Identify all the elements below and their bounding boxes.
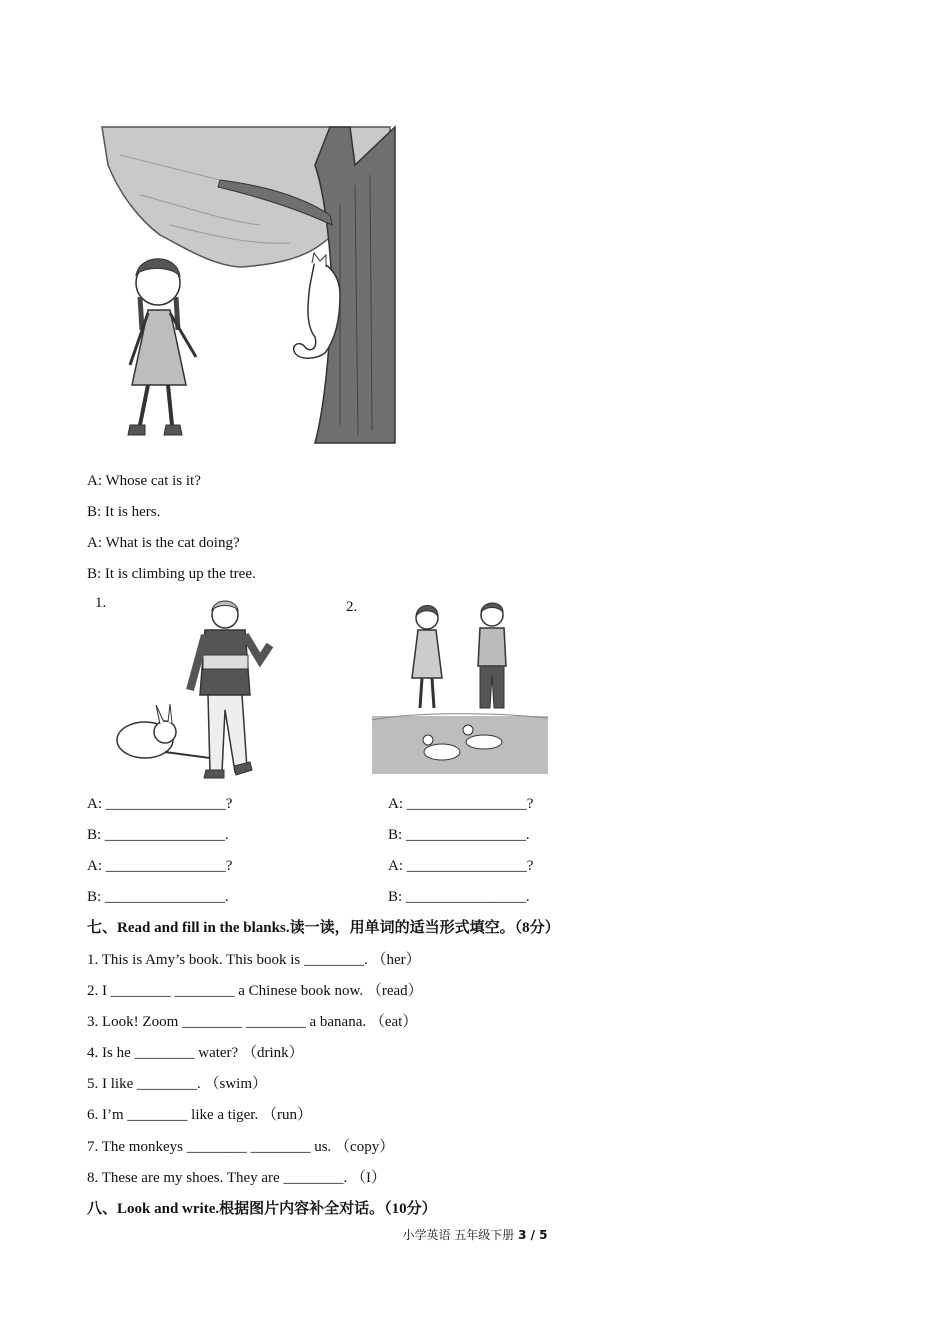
answer-line[interactable]: B: ________________. bbox=[388, 889, 530, 905]
section-7-heading bbox=[87, 918, 560, 938]
fill-item: 5. I like ________. （swim） bbox=[87, 1076, 267, 1092]
example-line: A: What is the cat doing? bbox=[87, 535, 240, 551]
section-7-heading-en: Read and fill in the blanks. bbox=[117, 920, 290, 936]
man-rabbit-illustration bbox=[110, 600, 280, 780]
picture-number-2: 2. bbox=[346, 599, 358, 615]
children-ducks-illustration bbox=[372, 600, 548, 776]
example-line: A: Whose cat is it? bbox=[87, 473, 201, 489]
example-line: B: It is climbing up the tree. bbox=[87, 566, 256, 582]
section-8-heading-cn: 根据图片内容补全对话。（10分） bbox=[219, 1201, 437, 1217]
section-8-prefix: 八、 bbox=[87, 1201, 118, 1217]
answer-line[interactable]: A: ________________? bbox=[87, 796, 233, 812]
fill-item: 8. These are my shoes. They are ________. （I） bbox=[87, 1170, 386, 1186]
fill-item: 3. Look! Zoom ________ ________ a banana. （eat） bbox=[87, 1014, 418, 1030]
footer-subject: 小学英语 五年级下册 bbox=[402, 1228, 519, 1242]
section-7-heading-cn: 读一读，用单词的适当形式填空。（8分） bbox=[289, 920, 560, 936]
section-7-prefix: 七、 bbox=[87, 920, 118, 936]
answer-line[interactable]: B: ________________. bbox=[87, 827, 229, 843]
girl-tree-cat-illustration bbox=[100, 125, 400, 447]
example-line: B: It is hers. bbox=[87, 504, 161, 520]
fill-item: 2. I ________ ________ a Chinese book now. （read） bbox=[87, 983, 423, 999]
fill-item: 6. I’m ________ like a tiger. （run） bbox=[87, 1107, 312, 1123]
answer-line[interactable]: A: ________________? bbox=[388, 796, 534, 812]
answer-line[interactable]: B: ________________. bbox=[388, 827, 530, 843]
fill-item: 4. Is he ________ water? （drink） bbox=[87, 1045, 304, 1061]
answer-line[interactable]: B: ________________. bbox=[87, 889, 229, 905]
answer-line[interactable]: A: ________________? bbox=[388, 858, 534, 874]
fill-item: 1. This is Amy’s book. This book is ________. （her） bbox=[87, 952, 421, 968]
page-footer bbox=[0, 1226, 950, 1243]
section-8-heading-en: Look and write. bbox=[117, 1201, 220, 1217]
picture-number-1: 1. bbox=[95, 595, 107, 611]
answer-line[interactable]: A: ________________? bbox=[87, 858, 233, 874]
section-8-heading bbox=[87, 1199, 437, 1219]
fill-item: 7. The monkeys ________ ________ us. （copy） bbox=[87, 1139, 395, 1155]
page-number: 3 / 5 bbox=[518, 1228, 548, 1242]
